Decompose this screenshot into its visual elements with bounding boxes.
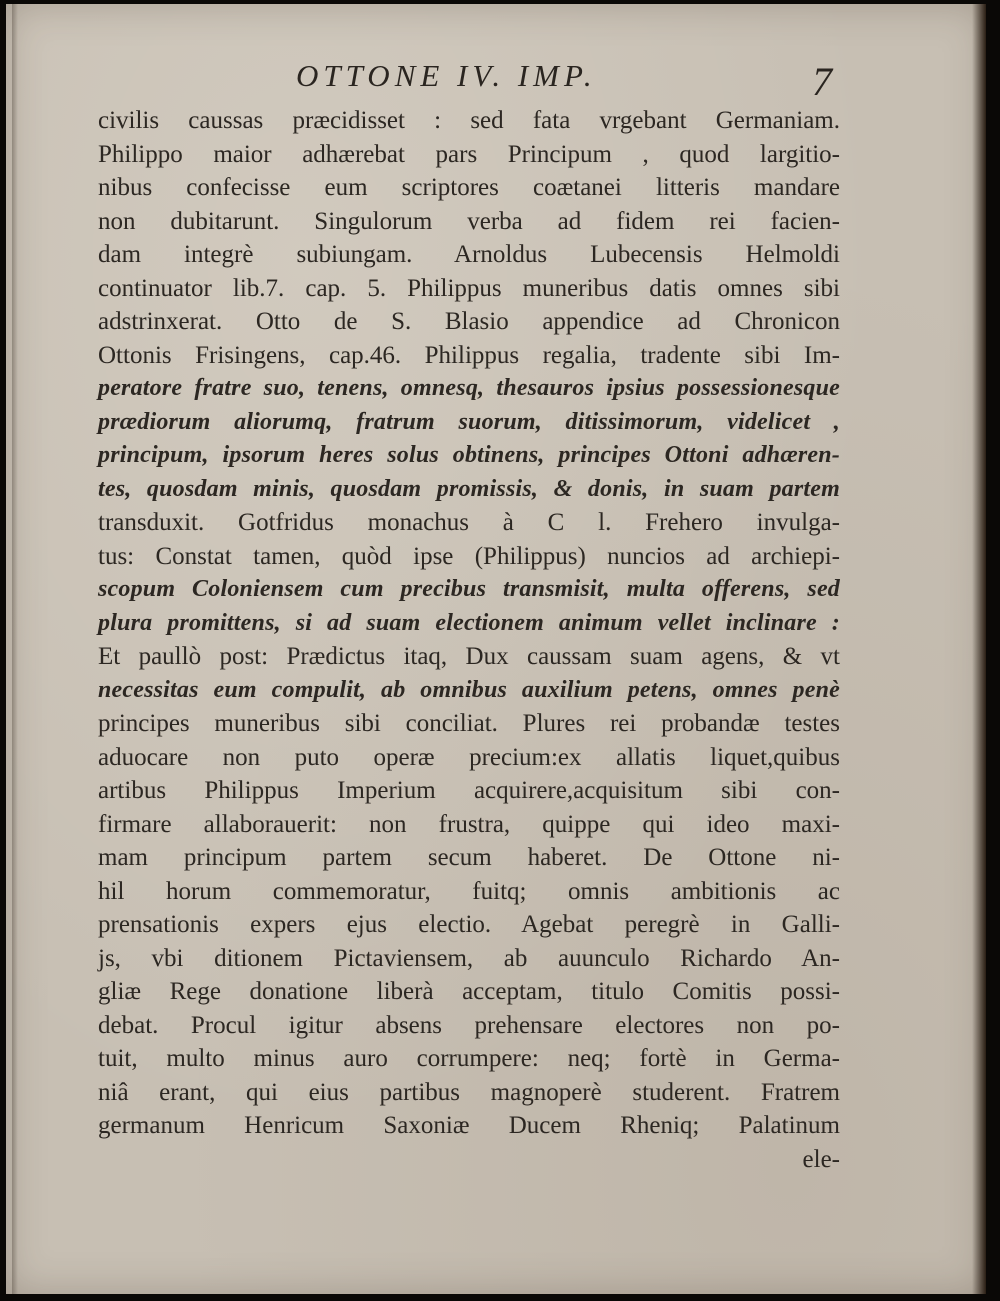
text-line-quotation: principum, ipsorum heres solus obtinens, principes Ottoni adhæren- xyxy=(98,442,840,468)
gutter-shadow xyxy=(12,4,18,1294)
text-line: js, vbi ditionem Pictaviensem, ab auunculo Richardo An- xyxy=(98,944,840,972)
text-line: transduxit. Gotfridus monachus à C l. Frehero invulga- xyxy=(98,509,840,536)
text-line: principes muneribus sibi conciliat. Plures rei probandæ testes xyxy=(98,710,840,737)
text-line: germanum Henricum Saxoniæ Ducem Rheniq; Palatinum xyxy=(98,1112,840,1139)
text-line: tus: Constat tamen, quòd ipse (Philippus) nuncios ad archiepi- xyxy=(98,542,840,570)
text-line: niâ erant, qui eius partibus magnoperè studerent. Fratrem xyxy=(98,1078,840,1106)
text-line: dam integrè subiungam. Arnoldus Lubecensis Helmoldi xyxy=(98,241,840,268)
text-line: aduocare non puto operæ precium:ex allatis liquet,quibus xyxy=(98,743,840,771)
text-line: Philippo maior adhærebat pars Principum , quod largitio- xyxy=(98,140,840,168)
text-line-quotation: plura promittens, si ad suam electionem animum vellet inclinare : xyxy=(98,609,840,636)
text-line-quotation: scopum Coloniensem cum precibus transmisit, multa offerens, sed xyxy=(98,576,840,602)
text-line-quotation: prædiorum aliorumq, fratrum suorum, ditissimorum, videlicet , xyxy=(98,408,840,435)
text-line: hil horum commemoratur, fuitq; omnis ambitionis ac xyxy=(98,877,840,905)
text-line-quotation: tes, quosdam minis, quosdam promissis, & donis, in suam partem xyxy=(98,475,840,502)
body-text xyxy=(98,104,840,1176)
text-line: gliæ Rege donatione liberà acceptam, titulo Comitis possi- xyxy=(98,978,840,1005)
text-line: adstrinxerat. Otto de S. Blasio appendice ad Chronicon xyxy=(98,308,840,335)
page-edge xyxy=(972,4,986,1294)
text-line: debat. Procul igitur absens prehensare electores non po- xyxy=(98,1011,840,1039)
book-page xyxy=(6,4,986,1294)
text-line: non dubitarunt. Singulorum verba ad fidem rei facien- xyxy=(98,207,840,235)
text-line: firmare allaborauerit: non frustra, quippe qui ideo maxi- xyxy=(98,810,840,838)
text-line: nibus confecisse eum scriptores coætanei litteris mandare xyxy=(98,174,840,201)
page-header xyxy=(6,58,986,104)
text-line: tuit, multo minus auro corrumpere: neq; fortè in Germa- xyxy=(98,1045,840,1072)
text-line-quotation: necessitas eum compulit, ab omnibus auxilium petens, omnes penè xyxy=(98,676,840,703)
text-line: prensationis expers ejus electio. Agebat peregrè in Galli- xyxy=(98,911,840,938)
text-line: civilis caussas præcidisset : sed fata vrgebant Germaniam. xyxy=(98,107,840,134)
text-line: artibus Philippus Imperium acquirere,acquisitum sibi con- xyxy=(98,777,840,804)
text-line: continuator lib.7. cap. 5. Philippus muneribus datis omnes sibi xyxy=(98,274,840,302)
text-line: Et paullò post: Prædictus itaq, Dux caussam suam agens, & vt xyxy=(98,643,840,670)
text-line: mam principum partem secum haberet. De Ottone ni- xyxy=(98,844,840,871)
running-title: OTTONE IV. IMP. xyxy=(296,58,597,93)
text-line: Ottonis Frisingens, cap.46. Philippus regalia, tradente sibi Im- xyxy=(98,341,840,369)
text-line-quotation: peratore fratre suo, tenens, omnesq, thesauros ipsius possessionesque xyxy=(98,375,840,401)
page-number: 7 xyxy=(812,59,832,104)
catchword: ele- xyxy=(802,1145,840,1173)
